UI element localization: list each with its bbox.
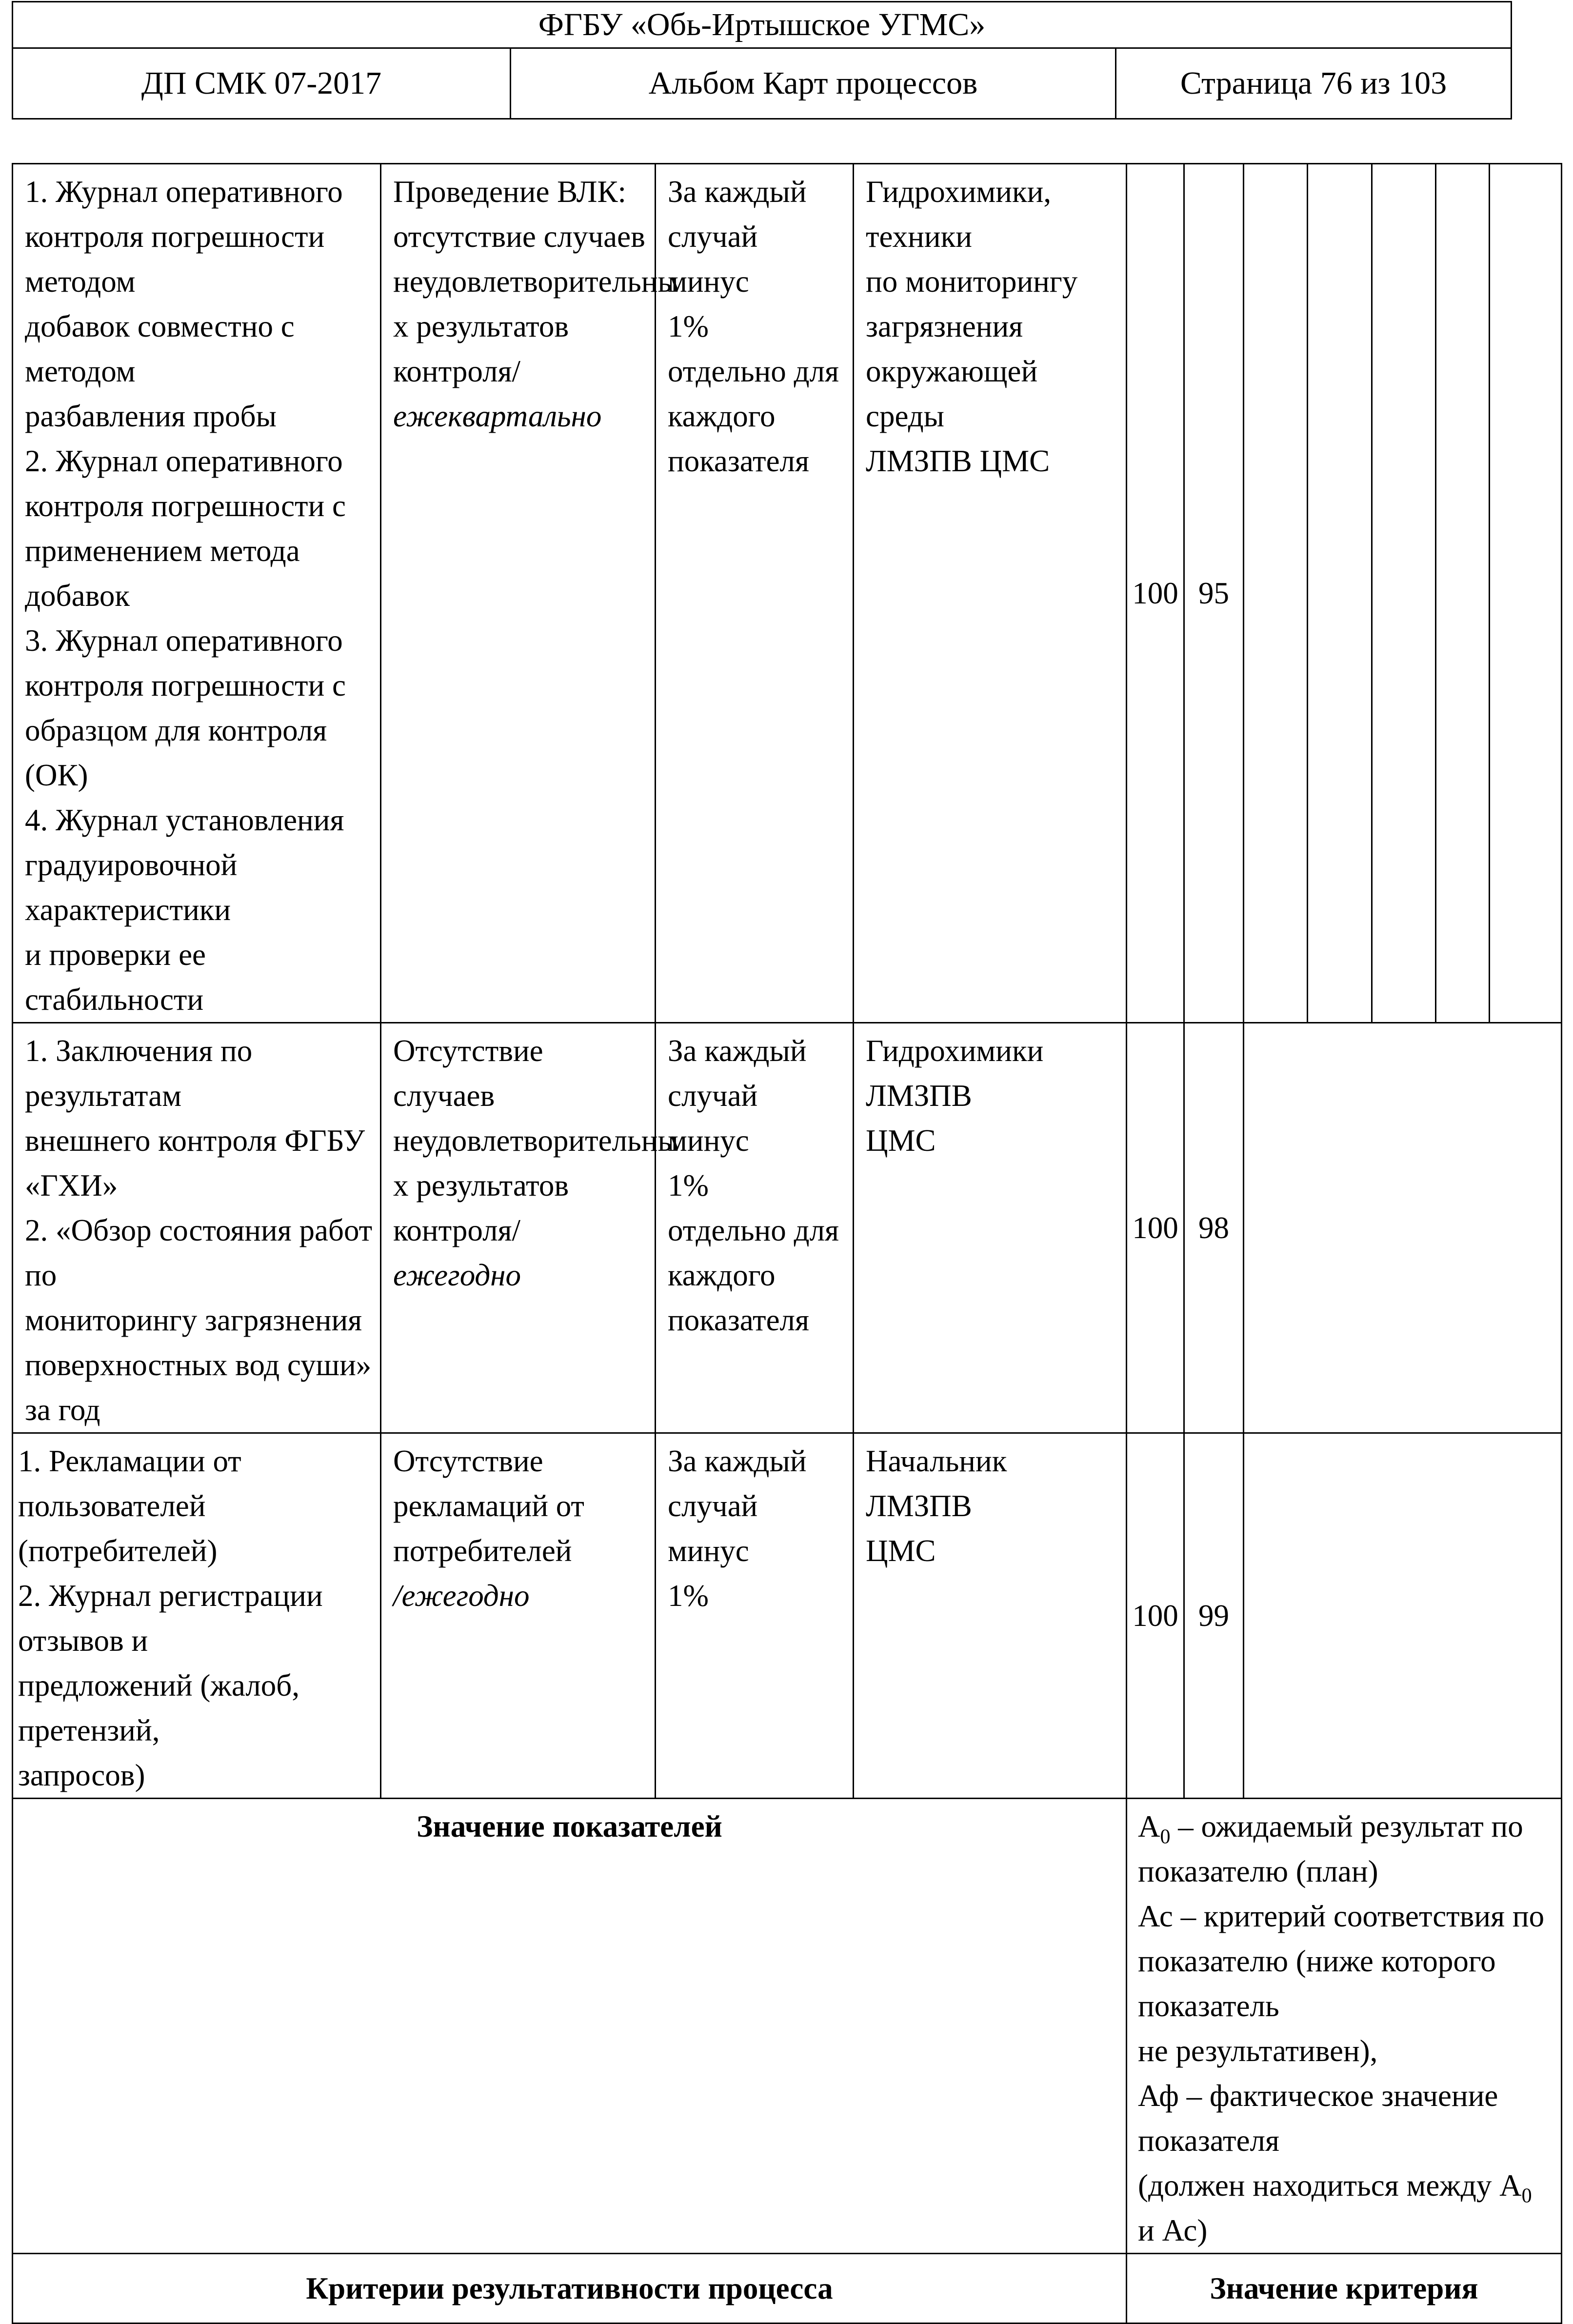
criterion-line: неудовлетворительны	[393, 1123, 678, 1158]
empty-cell	[1372, 164, 1436, 1023]
criterion-cell	[381, 164, 678, 1023]
source-line: контроля погрешности методом	[25, 220, 325, 299]
empty-cell	[1436, 164, 1490, 1023]
responsible-line: ЛМЗПВ ЦМС	[866, 444, 1050, 478]
a0-description-line2: показателю (план)	[1138, 1854, 1378, 1888]
source-line: образцом для контроля (ОК)	[25, 713, 327, 792]
empty-cell	[1244, 164, 1308, 1023]
rule-line: За каждый	[668, 1444, 807, 1478]
responsible-line: ЦМС	[866, 1534, 936, 1568]
source-line: «ГХИ»	[25, 1168, 118, 1202]
responsible-line: по мониторингу	[866, 264, 1078, 299]
responsible-line: ЦМС	[866, 1123, 936, 1158]
doc-title: Альбом Карт процессов	[511, 48, 1116, 119]
rule-line: каждого	[668, 1258, 776, 1292]
source-line: контроля погрешности с	[25, 668, 346, 702]
source-line: (потребителей)	[18, 1534, 218, 1568]
doc-code: ДП СМК 07-2017	[13, 48, 511, 119]
criterion-line: х результатов	[393, 1168, 569, 1202]
criterion-line: Проведение ВЛК:	[393, 175, 627, 209]
source-line: добавок совместно с методом	[25, 309, 295, 388]
af-description-end: и Ас)	[1138, 2213, 1208, 2247]
source-line: 1. Рекламации от пользователей	[18, 1444, 241, 1523]
a0-subscript: 0	[1160, 1825, 1171, 1848]
source-line: 2. Журнал регистрации отзывов и	[18, 1579, 323, 1658]
criterion-cell	[381, 1023, 678, 1433]
source-line: мониторингу загрязнения	[25, 1303, 362, 1337]
responsible-line: загрязнения	[866, 309, 1023, 343]
source-line: контроля погрешности с	[25, 489, 346, 523]
footer-row	[13, 2254, 1562, 2324]
source-line: запросов)	[18, 1758, 145, 1792]
sources-cell	[13, 1433, 381, 1799]
criteria-label: Критерии результативности процесса	[13, 2254, 1127, 2324]
sources-cell	[13, 164, 381, 1023]
source-line: и проверки ее стабильности	[25, 938, 206, 1017]
indicators-title-text: Значение показателей	[417, 1809, 722, 1843]
criterion-period: /ежегодно	[393, 1579, 530, 1613]
responsible-line: Гидрохимики ЛМЗПВ	[866, 1034, 1044, 1113]
rule-cell	[656, 164, 854, 1023]
source-line: 3. Журнал оперативного	[25, 623, 343, 658]
page-info: Страница 76 из 103	[1116, 48, 1512, 119]
table-row	[13, 1433, 1562, 1799]
document-header	[12, 1, 1512, 120]
criterion-cell	[381, 1433, 656, 1799]
source-line: разбавления пробы	[25, 399, 277, 433]
rule-cell	[656, 1023, 854, 1433]
criterion-line: Отсутствие случаев	[393, 1034, 543, 1113]
responsible-line: окружающей среды	[866, 354, 1038, 433]
responsible-cell	[854, 164, 1127, 1023]
criterion-period: ежеквартально	[393, 399, 602, 433]
process-criteria-table	[12, 163, 1562, 2324]
source-line: поверхностных вод суши» за год	[25, 1348, 372, 1427]
criteria-value-label: Значение критерия	[1127, 2254, 1562, 2324]
table-row	[13, 164, 1562, 1023]
rule-line: 1%	[668, 309, 709, 343]
organization-name: ФГБУ «Обь-Иртышское УГМС»	[13, 2, 1512, 48]
rule-line: случай минус	[668, 1489, 758, 1568]
a0-value: 100	[1127, 1433, 1184, 1799]
ac-value: 99	[1184, 1433, 1244, 1799]
rule-line: За каждый	[668, 175, 807, 209]
af-description: Аф – фактическое значение показателя	[1138, 2079, 1498, 2158]
criterion-line: контроля/	[393, 1213, 521, 1247]
rule-line: отдельно для	[668, 354, 839, 388]
ac-value: 98	[1184, 1023, 1244, 1433]
rule-cell	[656, 1433, 854, 1799]
a0-value: 100	[1127, 164, 1184, 1023]
source-line: внешнего контроля ФГБУ	[25, 1123, 365, 1158]
rule-line: За каждый	[668, 1034, 807, 1068]
source-line: 4. Журнал установления	[25, 803, 344, 837]
legend-row	[13, 1799, 1562, 2254]
responsible-cell	[854, 1433, 1127, 1799]
rule-line: каждого	[668, 399, 776, 433]
empty-cell	[1308, 164, 1372, 1023]
rule-line: 1%	[668, 1168, 709, 1202]
empty-cell	[1244, 1023, 1562, 1433]
rule-line: показателя	[668, 1303, 809, 1337]
criterion-line: х результатов	[393, 309, 569, 343]
criterion-line: рекламаций от	[393, 1489, 584, 1523]
rule-line: 1%	[668, 1579, 709, 1613]
empty-cell	[1490, 164, 1562, 1023]
criterion-line: Отсутствие	[393, 1444, 543, 1478]
indicators-title	[13, 1799, 1127, 2254]
criterion-line: контроля/	[393, 354, 521, 388]
empty-cell	[1244, 1433, 1562, 1799]
legend-cell	[1127, 1799, 1562, 2254]
rule-line: показателя	[668, 444, 809, 478]
ac-description: Ас – критерий соответствия по	[1138, 1899, 1545, 1933]
responsible-line: Гидрохимики, техники	[866, 175, 1052, 254]
a0-description: – ожидаемый результат по	[1170, 1809, 1523, 1843]
a0-value: 100	[1127, 1023, 1184, 1433]
source-line: предложений (жалоб, претензий,	[18, 1668, 300, 1747]
ac-value: 95	[1184, 164, 1244, 1023]
ac-description-line2: показателю (ниже которого показатель	[1138, 1944, 1496, 2023]
source-line: градуировочной характеристики	[25, 848, 238, 927]
a0-symbol: А	[1138, 1809, 1160, 1843]
af-subscript: 0	[1521, 2184, 1532, 2207]
source-line: применением метода добавок	[25, 534, 300, 613]
rule-line: случай минус	[668, 1079, 758, 1158]
criterion-line: отсутствие случаев	[393, 220, 645, 254]
responsible-line: Начальник ЛМЗПВ	[866, 1444, 1007, 1523]
table-row	[13, 1023, 1562, 1433]
responsible-cell	[854, 1023, 1127, 1433]
af-description-line2: (должен находиться между А	[1138, 2168, 1522, 2203]
rule-line: случай минус	[668, 220, 758, 299]
criterion-line: неудовлетворительны	[393, 264, 678, 299]
criterion-period: ежегодно	[393, 1258, 521, 1292]
source-line: 2. «Обзор состояния работ по	[25, 1213, 373, 1292]
source-line: 1. Журнал оперативного	[25, 175, 343, 209]
criterion-line: потребителей	[393, 1534, 572, 1568]
sources-cell	[13, 1023, 381, 1433]
source-line: 1. Заключения по результатам	[25, 1034, 253, 1113]
rule-line: отдельно для	[668, 1213, 839, 1247]
ac-description-line3: не результативен),	[1138, 2034, 1378, 2068]
source-line: 2. Журнал оперативного	[25, 444, 343, 478]
